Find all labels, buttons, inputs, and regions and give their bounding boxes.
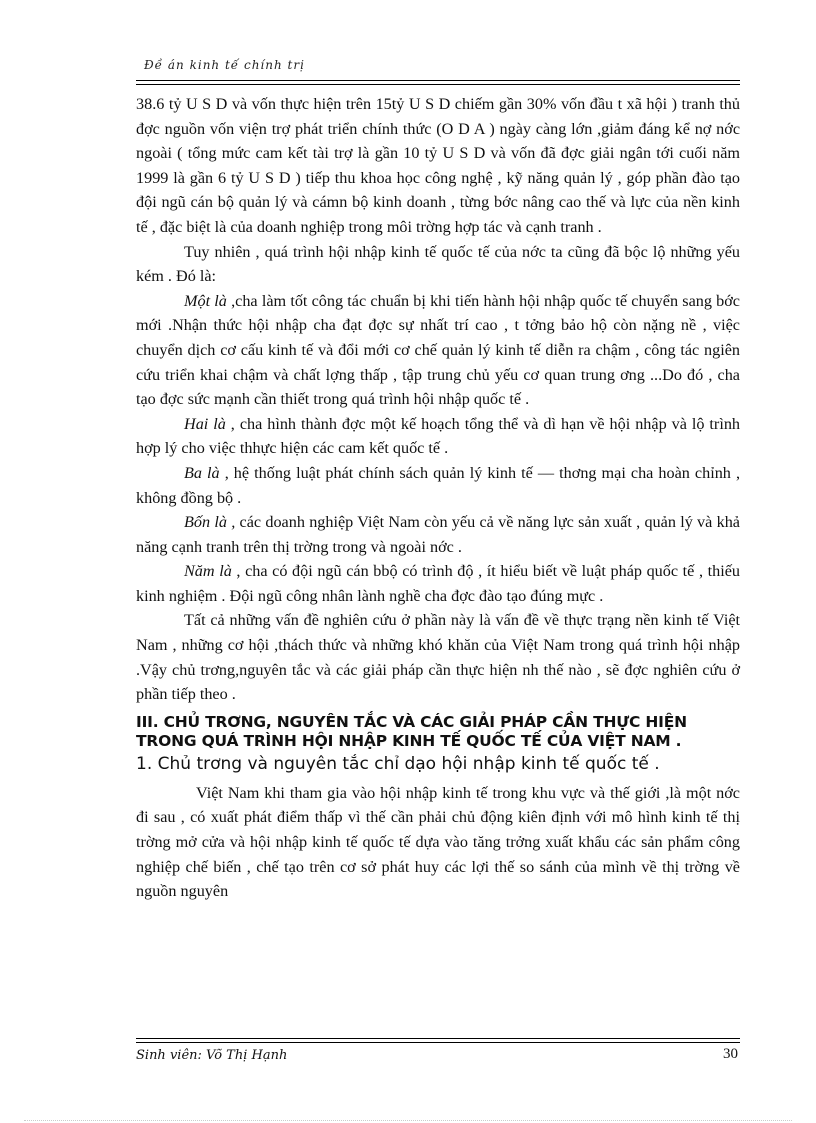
point-three-text: , hệ thống luật phát chính sách quản lý kinh tế — thơng mại cha hoàn chỉnh , không đồng bộ .: [136, 463, 741, 507]
point-two-label: Hai là: [184, 414, 226, 433]
point-one-text: ,cha làm tốt công tác chuẩn bị khi tiến hành hội nhập quốc tế chuyển sang bớc mới .Nhận thức hội nhập cha đạt đợc sự nhất trí cao , t tởng bảo hộ còn nặng nề , việc chuyển dịch cơ cấu kinh tế và đổi mới cơ chế quản lý kinh tế diễn ra chậm , công tác ngiên cứu triển khai chậm và chất lợng thấp , tập trung chủ yếu cơ quan trung ơng ...Do đó , cha tạo đợc sức mạnh cần thiết trong quá trình hội nhập quốc tế .: [136, 291, 740, 409]
paragraph-policy: Việt Nam khi tham gia vào hội nhập kinh tế trong khu vực và thế giới ,là một nớc đi sau , có xuất phát điểm thấp vì thế cần phải chủ động kiên định với mô hình kinh tế thị trờng mở cửa và hội nhập kinh tế quốc tế dựa vào tăng trởng xuất khẩu các sản phẩm công nghiệp chế biến , chế tạo trên cơ sở phát huy các lợi thế so sánh của mình về thị trờng về nguồn nguyên: [136, 783, 740, 901]
point-three-label: Ba là: [184, 463, 220, 482]
page-number: 30: [723, 1046, 738, 1062]
point-four-text: các doanh nghiệp Việt Nam còn yếu cả về năng lực sản xuất , quản lý và khả năng cạnh tranh trên thị trờng trong và ngoài nớc .: [136, 513, 740, 556]
paragraph-weaknesses-intro: Tuy nhiên , quá trình hội nhập kinh tế quốc tế của nớc ta cũng đã bộc lộ những yếu kém . Đó là:: [136, 242, 740, 286]
point-five-text: , cha có đội ngũ cán bbộ có trình độ , ít hiểu biết về luật pháp quốc tế , thiếu kinh nghiệm . Đội ngũ công nhân lành nghề cha đợc đào tạo đúng mực .: [136, 562, 740, 605]
paragraph-point-two: [136, 412, 740, 461]
paragraph-point-four: [136, 510, 740, 559]
paragraph-intro: 38.6 tỷ U S D và vốn thực hiện trên 15tỷ U S D chiếm gần 30% vốn đầu t xã hội ) tranh thủ đợc nguồn vốn viện trợ phát triển chính thức (O D A ) ngày càng lớn ,giảm đáng kể nợ nớc ngoài ( tổng mức cam kết tài trợ là gần 10 tỷ U S D và vốn đã đợc giải ngân tới cuối năm 1999 là gần 6 tỷ U S D ) tiếp thu khoa học công nghệ , kỹ năng quản lý , góp phần đào tạo đội ngũ cán bộ quản lý và cámn bộ kinh doanh , từng bớc nâng cao thế và lực của nền kinh tế , đặc biệt là của doanh nghiệp trong môi trờng hợp tác và cạnh tranh .: [136, 95, 740, 236]
header-rule-secondary: [136, 84, 740, 85]
footer-author: Sinh viên: Võ Thị Hạnh: [136, 1048, 288, 1063]
footer-rule-secondary: [136, 1042, 740, 1043]
paragraph-summary: Tất cả những vấn đề nghiên cứu ở phần này là vấn đề về thực trạng nền kinh tế Việt Nam , những cơ hội ,thách thức và những khó khăn của Việt Nam trong quá trình hội nhập .Vậy chủ trơng,nguyên tắc và các giải pháp cần thực hiện nh thế nào , sẽ đợc nghiên cứu ở phần tiếp theo .: [136, 611, 740, 704]
point-two-text: , cha hình thành đợc một kế hoạch tổng thể và dì hạn về hội nhập và lộ trình hợp lý cho việc thhực hiện các cam kết quốc tế .: [136, 414, 741, 458]
point-five-label: Năm là: [184, 562, 232, 581]
paragraph-point-five: [136, 559, 740, 608]
subsection-heading: 1. Chủ trơng và nguyên tắc chỉ dạo hội nhập kinh tế quốc tế .: [136, 753, 660, 774]
header-title: Đề án kinh tế chính trị: [144, 58, 305, 72]
paragraph-point-three: [136, 461, 740, 510]
page-body: [136, 92, 740, 904]
page-edge-divider: [24, 1120, 792, 1121]
paragraph-point-one: [136, 289, 740, 412]
section-heading: III. CHỦ TRƠNG, NGUYÊN TẮC VÀ CÁC GIẢI PHÁP CẦN THỰC HIỆN TRONG QUÁ TRÌNH HỘI NHẬP KINH TẾ QUỐC TẾ CỦA VIỆT NAM .: [136, 712, 687, 750]
point-four-label: Bốn là ,: [184, 513, 236, 532]
header-rule: [136, 80, 740, 81]
footer-rule: [136, 1038, 740, 1039]
point-one-label: Một là: [184, 291, 227, 310]
